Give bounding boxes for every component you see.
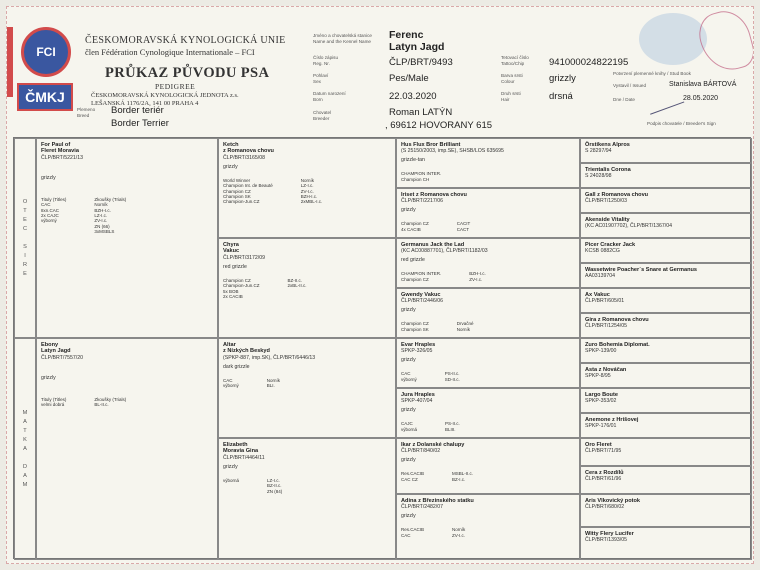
- gen4-name: Gall z Romanova chovu: [585, 192, 649, 198]
- dam-reg: ČLP/BRT/7557/20: [41, 354, 84, 361]
- org-name: ČESKOMORAVSKÁ KYNOLOGICKÁ UNIE: [85, 35, 286, 46]
- gen3-reg: (KC AC00887701), ČLP/BRT/1182/03: [401, 248, 488, 255]
- gen2-cell: [218, 338, 396, 438]
- gen3-titles: CHAMPION INTER. Champion CZ: [401, 271, 442, 282]
- gen3-colour: grizzly: [401, 307, 416, 314]
- gen3-cell: [396, 388, 580, 438]
- dam-name: Ebony Latyn Jagd: [41, 342, 71, 355]
- dob-label: Datum narození Born: [313, 91, 346, 102]
- gen4-cell: [580, 138, 752, 163]
- sex-value: Pes/Male: [389, 73, 429, 84]
- gen3-trials: Norník ZV-I.c.: [452, 527, 466, 538]
- gen4-cell: [580, 527, 752, 560]
- dam-trials: Zkoušky (Trials) BL-II.c.: [94, 396, 127, 408]
- gen3-colour: grizzly: [401, 207, 416, 214]
- gen4-reg: KCSB 0882CG: [585, 248, 620, 255]
- sex-label: Pohlaví Sex: [313, 73, 329, 84]
- gen3-titles-row: [401, 527, 575, 538]
- gen3-colour: grizzly: [401, 407, 416, 414]
- gen3-trials: PS-II.c. SD-II.c.: [444, 371, 460, 382]
- gen3-reg: SPKP-407/04: [401, 398, 433, 405]
- hair-value: drsná: [549, 91, 573, 102]
- gen4-name: Trientalis Corona: [585, 167, 631, 173]
- gen3-colour: grizzly: [401, 513, 416, 520]
- gen2-titles: CAC výborný: [223, 377, 239, 389]
- gen2-reg: ČLP/BRT/3172/09: [223, 254, 266, 261]
- fci-logo: FCI: [21, 27, 71, 77]
- issuer-name: ČESKOMORAVSKÁ KYNOLOGICKÁ JEDNOTA z.s.: [91, 92, 239, 99]
- gen3-reg: ČLP/BRT/2217/06: [401, 198, 444, 205]
- gen4-reg: ČLP/BRT/1393/05: [585, 537, 628, 544]
- gen3-titles-row: [401, 271, 575, 282]
- gen3-titles-row: [401, 371, 575, 382]
- hair-label: Druh srsti Hair: [501, 91, 521, 102]
- gen2-name: Elizabeth Moravia Gina: [223, 442, 259, 455]
- gen3-cell: [396, 438, 580, 494]
- gen4-name: Ax Vakuc: [585, 292, 610, 298]
- pedigree-table: [13, 137, 751, 559]
- gen3-reg: (S 25150/2003, imp.SE), SHSB/LOS 635695: [401, 148, 504, 155]
- dam-titles: Tituly (Titles) velmi dobrá: [41, 396, 67, 408]
- gen3-name: Iriset z Romanova chovu: [401, 192, 467, 198]
- gen2-titles-row: [223, 378, 391, 389]
- studbook-label: Potvrzení plemenné knihy / Stud Book: [613, 71, 691, 76]
- gen2-titles: World Winner Champion Int. de Beauté Champion CZ Champion SK Champion-Jun.CZ: [223, 177, 273, 205]
- gen2-titles: výborná: [223, 477, 240, 483]
- sire-reg: ČLP/BRT/5221/13: [41, 154, 84, 161]
- document-subtitle: PEDIGREE: [155, 82, 196, 91]
- gen3-trials: PS-II.c. BLIII.: [445, 421, 460, 432]
- gen4-name: Largo Boute: [585, 392, 618, 398]
- gen3-colour: grizzle-tan: [401, 157, 425, 164]
- gen2-trials: LZ-I.c. BZ-II.c. ZN (84): [267, 477, 283, 494]
- header: [85, 35, 315, 107]
- gen3-titles-row: [401, 421, 575, 432]
- sire-titles: Tituly (Titles) CAC 8xn.CAC 2x CAJC výborný: [41, 196, 67, 224]
- gen4-cell: [580, 213, 752, 238]
- gen4-reg: SPKP-176/01: [585, 423, 617, 430]
- gen4-name: Witty Flery Lucifer: [585, 531, 634, 537]
- gen2-cell: [218, 138, 396, 238]
- gen4-name: Gira z Romanova chovu: [585, 317, 649, 323]
- gen4-reg: AA03139704: [585, 273, 616, 280]
- logos: [17, 27, 73, 111]
- gen3-titles: CHAMPION INTER. Champion CH: [401, 171, 442, 182]
- gen4-name: Örstikens Alpros: [585, 142, 630, 148]
- sire-colour: grizzly: [41, 174, 56, 181]
- gen4-cell: [580, 263, 752, 288]
- gen4-reg: SPKP-139/00: [585, 348, 617, 355]
- gen2-colour: red grizzle: [223, 263, 247, 270]
- gen4-cell: [580, 288, 752, 313]
- gen4-reg: S 24028/98: [585, 173, 612, 180]
- gen3-name: Evar Hraples: [401, 342, 436, 348]
- gen2-reg: (SPKP-887, imp.SK), ČLP/BRT/6446/13: [223, 354, 316, 361]
- issuer-address: LEŠANSKÁ 1176/2A, 141 00 PRAHA 4: [91, 100, 199, 107]
- gen4-name: Aris Vlkovický potok: [585, 498, 641, 504]
- gen2-cell: [218, 238, 396, 338]
- gen4-name: Anemone z Hrišovej: [585, 417, 639, 423]
- gen2-titles-row: [223, 178, 391, 205]
- sire-titles-row: [41, 197, 213, 235]
- gen2-reg: ČLP/BRT/4464/11: [223, 454, 265, 461]
- gen2-titles-row: [223, 478, 391, 494]
- gen3-cell: [396, 138, 580, 188]
- gen3-titles-row: [401, 221, 575, 232]
- gen3-trials: MSBL-II.c. BZ-I.c.: [452, 471, 474, 482]
- issued-label: Vystavil / Issued: [613, 83, 647, 88]
- gen3-colour: red grizzle: [401, 257, 425, 264]
- date-label: Dne / Date: [613, 97, 635, 102]
- sire-trials: Zkoušky (Trials) Norník BZH-I.c. LZ-I.c. ZV-I.c. ZN (66) 3xMSBLS: [94, 196, 127, 235]
- gen4-name: Akenside Vitality: [585, 217, 630, 223]
- gen3-colour: grizzly: [401, 457, 416, 464]
- gen4-cell: [580, 466, 752, 494]
- gen4-cell: [580, 238, 752, 263]
- gen3-name: Hus Flux Bror Brilliant: [401, 142, 461, 148]
- dam-colour: grizzly: [41, 374, 56, 381]
- dam-side-label: M A T K A D A M: [14, 338, 36, 560]
- gen4-name: Oro Fleret: [585, 442, 612, 448]
- gen2-name: Ketch z Romanova chovu: [223, 142, 274, 155]
- gen3-titles-row: [401, 471, 575, 482]
- gen4-reg: SPKP-353/02: [585, 398, 617, 405]
- gen3-name: Ikar z Dolanské chalupy: [401, 442, 465, 448]
- gen4-name: Asta z Nováčan: [585, 367, 627, 373]
- pedigree-certificate: [6, 6, 754, 564]
- gen3-titles: CAC výborný: [401, 371, 417, 382]
- breed-label: Plemeno Breed: [77, 107, 96, 118]
- gen4-cell: [580, 363, 752, 388]
- sire-name: For Paul of Fleret Moravia: [41, 142, 79, 155]
- gen4-cell: [580, 438, 752, 466]
- gen2-cell: [218, 438, 396, 560]
- red-stripe: [7, 27, 13, 97]
- gen4-cell: [580, 313, 752, 338]
- chip-label: Tetovací číslo Tattoo/Chip: [501, 55, 529, 66]
- gen3-titles: Res.CACIB CAC: [401, 527, 425, 538]
- gen3-cell: [396, 188, 580, 238]
- gen3-titles-row: [401, 171, 575, 182]
- cmkj-logo: ČMKJ: [17, 83, 73, 111]
- sire-side-label: O T E C S I R E: [14, 138, 36, 338]
- gen4-cell: [580, 494, 752, 527]
- reg-label: Číslo zápisu Reg. Nr.: [313, 55, 339, 66]
- gen3-cell: [396, 288, 580, 338]
- gen2-name: Chyra Vakuc: [223, 242, 240, 255]
- gen2-trials: BZ-II.c. 2xBL-II.c.: [287, 277, 307, 289]
- gen3-titles: Res.CACIB CAC CZ: [401, 471, 425, 482]
- gen4-reg: S 28297/94: [585, 148, 612, 155]
- gen4-reg: ČLP/BRT/680/02: [585, 504, 625, 511]
- gen3-titles-row: [401, 321, 575, 332]
- gen3-trials: CACIT CACT: [456, 221, 471, 232]
- gen4-cell: [580, 388, 752, 413]
- breeder-line1: Roman LATÝN: [389, 107, 453, 118]
- gen3-titles: CAJC výborná: [401, 421, 418, 432]
- colour-label: Barva srsti Colour: [501, 73, 523, 84]
- gen4-reg: ČLP/BRT/71/95: [585, 448, 622, 455]
- studbook-stamp: [639, 13, 707, 65]
- gen2-titles: Champion CZ Champion-Jun.CZ 5x BOB 2x CACIB: [223, 277, 260, 300]
- gen2-trials: Norník LZ-I.c. ZV-I.c. BZH-I.c. 2xMBL-I.c.: [300, 177, 323, 205]
- gen3-reg: ČLP/BRT/840/02: [401, 448, 441, 455]
- gen3-cell: [396, 238, 580, 288]
- gen3-name: Jura Hraples: [401, 392, 435, 398]
- dob-value: 22.03.2020: [389, 91, 437, 102]
- gen3-reg: ČLP/BRT/2446/06: [401, 298, 444, 305]
- gen4-reg: ČLP/BRT/61/96: [585, 476, 622, 483]
- org-membership: člen Fédération Cynologique Internationale – FCI: [85, 47, 255, 57]
- gen3-reg: ČLP/BRT/2482/07: [401, 504, 444, 511]
- gen2-colour: grizzly: [223, 163, 238, 170]
- gen2-reg: ČLP/BRT/3165/08: [223, 154, 266, 161]
- gen3-trials: Drvačné Norník: [456, 321, 474, 332]
- issue-date: 28.05.2020: [683, 95, 719, 102]
- document-title: PRŮKAZ PŮVODU PSA: [105, 65, 270, 81]
- gen4-name: Zuro Bohemia Diplomat.: [585, 342, 650, 348]
- gen4-reg: ČLP/BRT/605/01: [585, 298, 625, 305]
- dam-cell: [36, 338, 218, 560]
- gen4-name: Cera z Rozdílů: [585, 470, 624, 476]
- gen2-trials: Norník BLI.: [266, 377, 281, 389]
- reg-number: ČLP/BRT/9493: [389, 57, 453, 68]
- gen4-reg: SPKP-8/95: [585, 373, 611, 380]
- gen3-name: Adina z Březinského statku: [401, 498, 474, 504]
- gen3-trials: BZH-I.c. ZV-I.c.: [469, 271, 486, 282]
- breeder-label: Chovatel Breeder: [313, 110, 332, 121]
- breeder-signature: [646, 89, 685, 114]
- breed-cz: Border teriér: [111, 105, 164, 116]
- gen3-cell: [396, 494, 580, 560]
- gen4-cell: [580, 188, 752, 213]
- colour-value: grizzly: [549, 73, 576, 84]
- gen4-cell: [580, 163, 752, 188]
- gen4-cell: [580, 413, 752, 438]
- gen2-titles-row: [223, 278, 391, 300]
- gen3-reg: SPKP-326/05: [401, 348, 433, 355]
- gen3-name: Germanus Jack the Lad: [401, 242, 465, 248]
- gen4-reg: (KC AC01907702), ČLP/BRT/1367/04: [585, 223, 672, 230]
- issued-by: Stanislava BÁRTOVÁ: [669, 81, 737, 88]
- gen2-name: Altar z Nízkých Beskyd: [223, 342, 270, 355]
- gen4-name: Wassetwire Poacher´s Snare at Germanus: [585, 267, 698, 273]
- gen3-titles: Champion CZ Champion SK: [401, 321, 429, 332]
- gen3-name: Gwendy Vakuc: [401, 292, 441, 298]
- sire-cell: [36, 138, 218, 338]
- gen2-colour: grizzly: [223, 463, 238, 470]
- stamp-signature: [694, 6, 754, 76]
- chip-number: 941000024822195: [549, 57, 629, 68]
- breeder-line2: , 69612 HOVORANY 615: [385, 120, 493, 131]
- gen3-colour: grizzly: [401, 357, 416, 364]
- gen4-name: Picer Cracker Jack: [585, 242, 636, 248]
- name-label: Jméno a chovatelská stanice Name and the Kennel Name: [313, 33, 372, 44]
- gen3-titles: Champion CZ 4x CACIB: [401, 221, 429, 232]
- gen4-reg: ČLP/BRT/1250/03: [585, 198, 628, 205]
- dog-name-line2: Latyn Jagd: [389, 41, 445, 53]
- dam-titles-row: [41, 397, 213, 408]
- gen3-cell: [396, 338, 580, 388]
- gen2-colour: dark grizzle: [223, 363, 250, 370]
- gen4-cell: [580, 338, 752, 363]
- gen4-reg: ČLP/BRT/1254/05: [585, 323, 628, 330]
- breeder-sign-label: Podpis chovatele / Breeder's Sign: [647, 121, 716, 126]
- breed-en: Border Terrier: [111, 118, 169, 129]
- dog-name-line1: Ferenc: [389, 29, 424, 41]
